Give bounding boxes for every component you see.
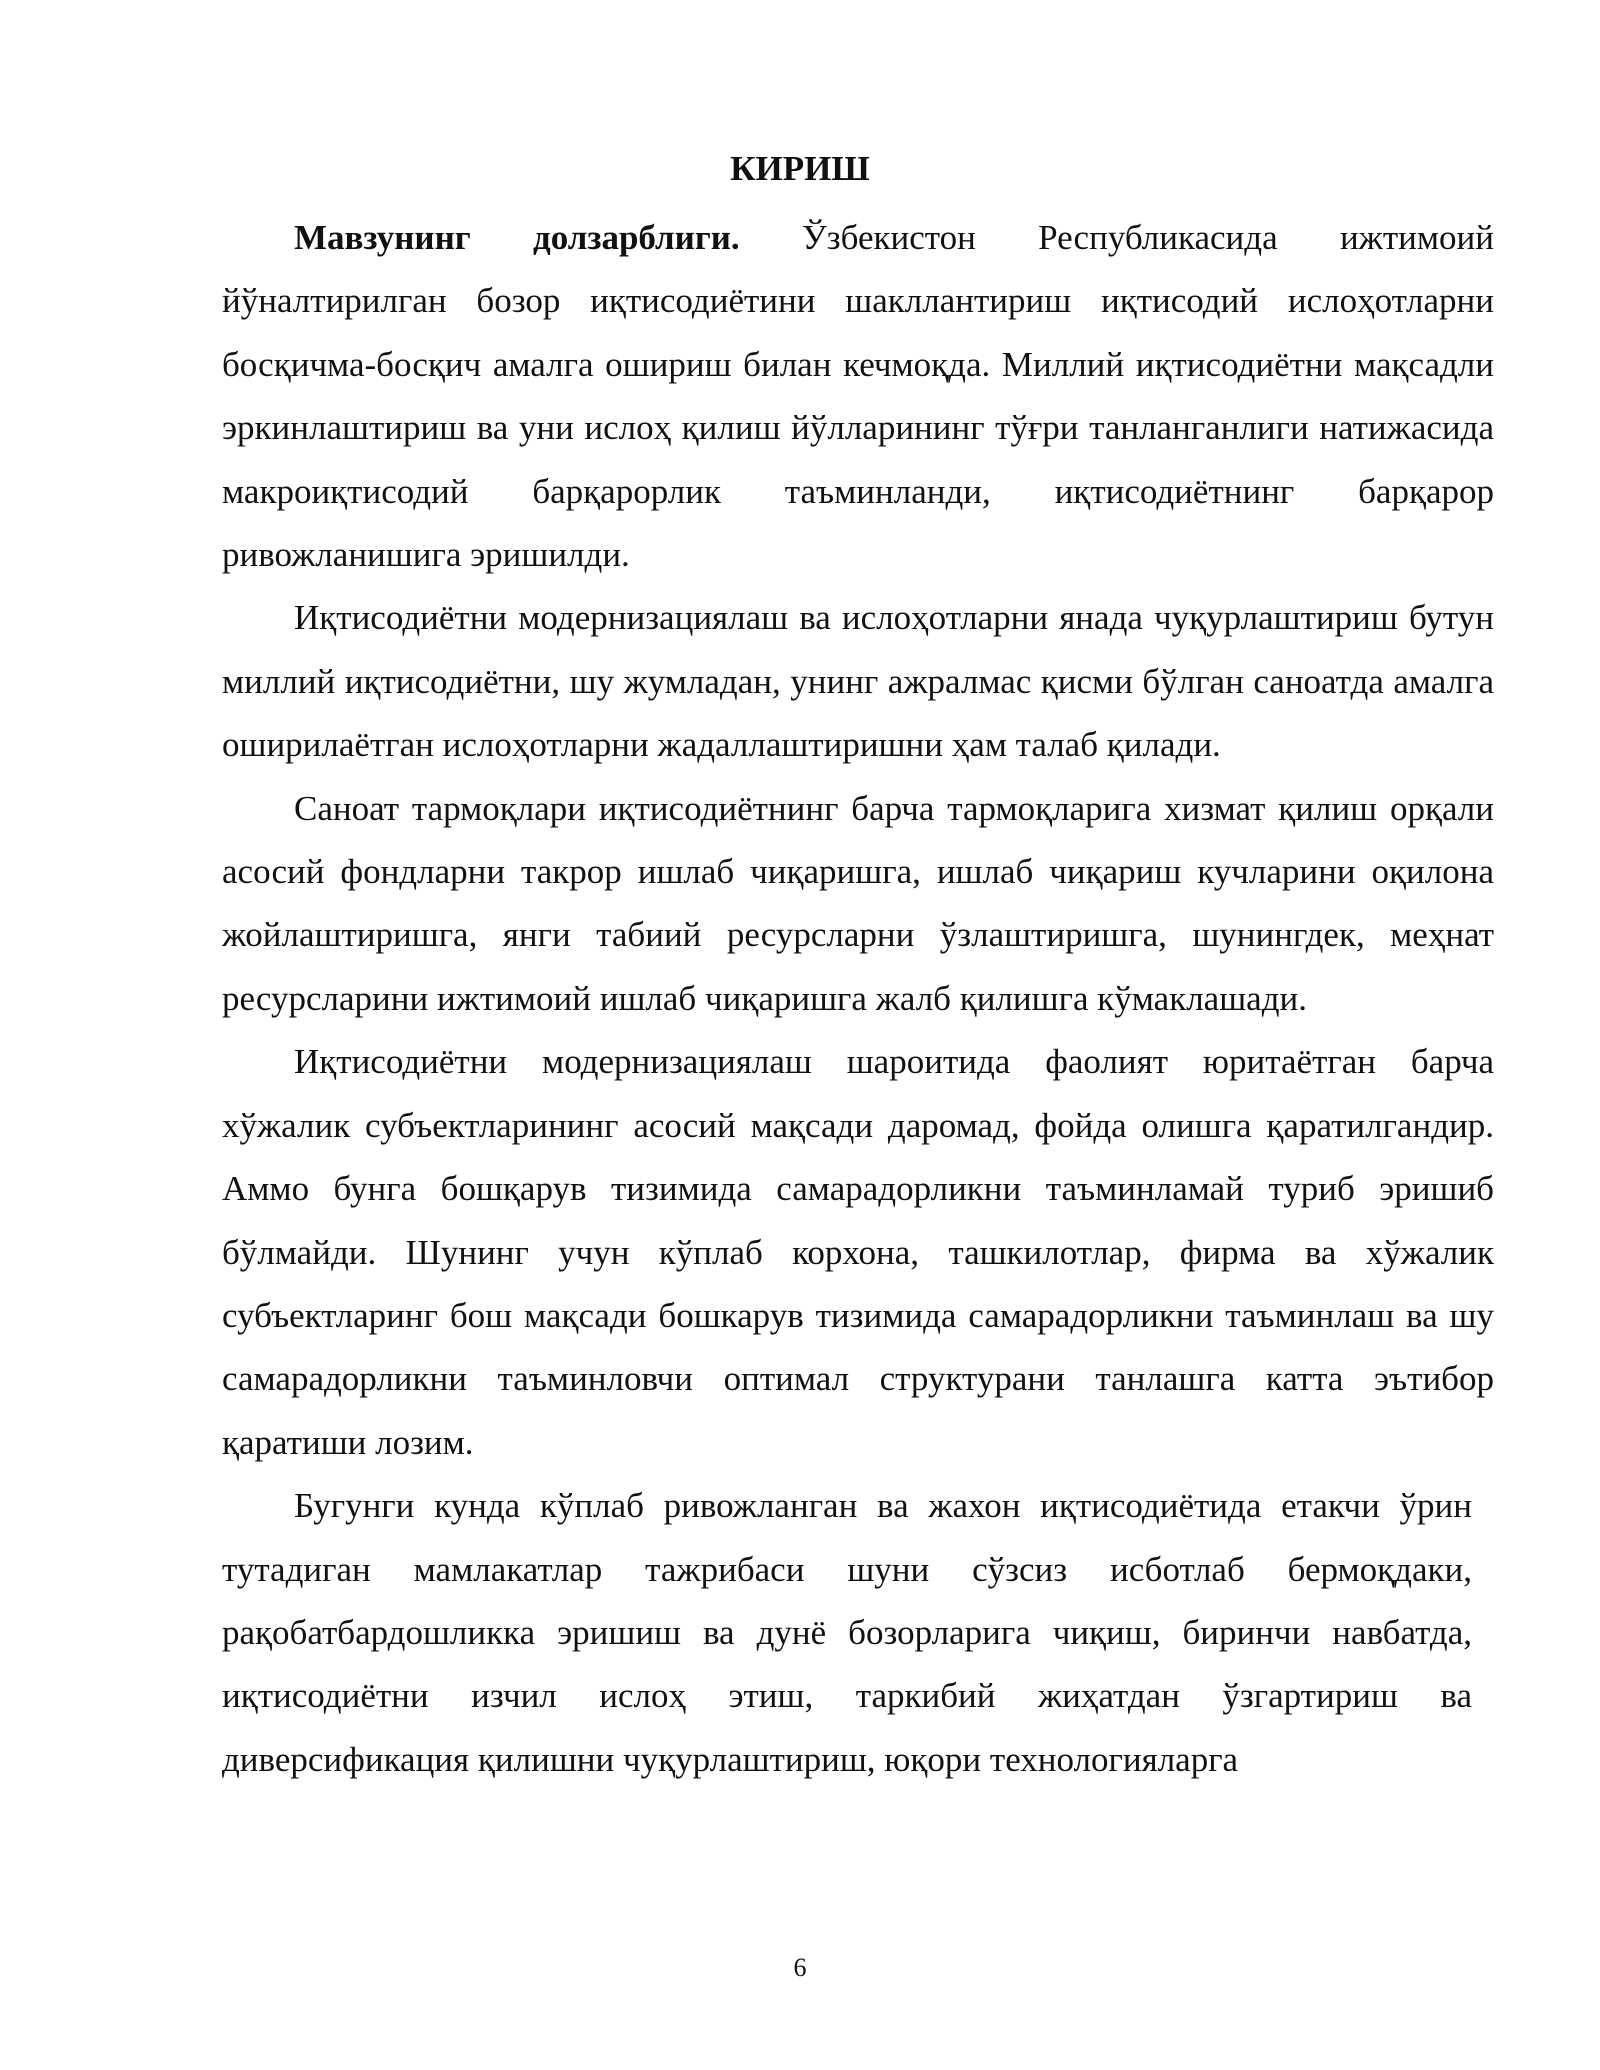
body-text — [222, 206, 1494, 1791]
paragraph-relevance — [222, 206, 1494, 586]
paragraph-world-experience: Бугунги кунда кўплаб ривожланган ва жахон иқтисодиётида етакчи ўрин тутадиган мамлакатлар тажрибаси шуни сўзсиз исботлаб бермоқдаки, рақобатбардошликка эришиш ва дунё бозорларига чиқиш, биринчи навбатда, иқтисодиётни изчил ислоҳ этиш, таркибий жиҳатдан ўзгартириш ва диверсификация қилишни чуқурлаштириш, юқори технологияларга — [222, 1486, 1472, 1779]
section-title: КИРИШ — [730, 149, 870, 188]
paragraph-text: Ўзбекистон Республикасида ижтимоий йўналтирилган бозор иқтисодиётини шакллантириш иқтисодий ислоҳотларни босқичма-босқич амалга ошириш билан кечмоқда. Миллий иқтисодиётни мақсадли эркинлаштириш ва уни ислоҳ қилиш йўлларининг тўғри танланганлиги натижасида макроиқтисодий барқарорлик таъминланди, иқтисодиётнинг барқарор ривожланишига эришилди. — [222, 218, 1494, 575]
paragraph-modernization: Иқтисодиётни модернизациялаш ва ислоҳотларни янада чуқурлаштириш бутун миллий иқтисодиётни, шу жумладан, унинг ажралмас қисми бўлган саноатда амалга оширилаётган ислоҳотларни жадаллаштиришни ҳам талаб қилади. — [222, 598, 1494, 765]
paragraph-lead-heading: Мавзунинг долзарблиги. — [294, 218, 740, 257]
paragraph-industry-sectors: Саноат тармоқлари иқтисодиётнинг барча тармоқларига хизмат қилиш орқали асосий фондларни такрор ишлаб чиқаришга, ишлаб чиқариш кучларини оқилона жойлаштиришга, янги табиий ресурсларни ўзлаштиришга, шунингдек, меҳнат ресурсларини ижтимоий ишлаб чиқаришга жалб қилишга кўмаклашади. — [222, 788, 1494, 1018]
paragraph-business-entities: Иқтисодиётни модернизациялаш шароитида фаолият юритаётган барча хўжалик субъектларининг асосий мақсади даромад, фойда олишга қаратилгандир. Аммо бунга бошқарув тизимида самарадорликни таъминламай туриб эришиб бўлмайди. Шунинг учун кўплаб корхона, ташкилотлар, фирма ва хўжалик субъектларинг бош мақсади бошкарув тизимида самарадорликни таъминлаш ва шу самарадорликни таъминловчи оптимал структурани танлашга катта эътибор қаратиши лозим. — [222, 1042, 1494, 1462]
page-number: 6 — [793, 1953, 807, 1982]
